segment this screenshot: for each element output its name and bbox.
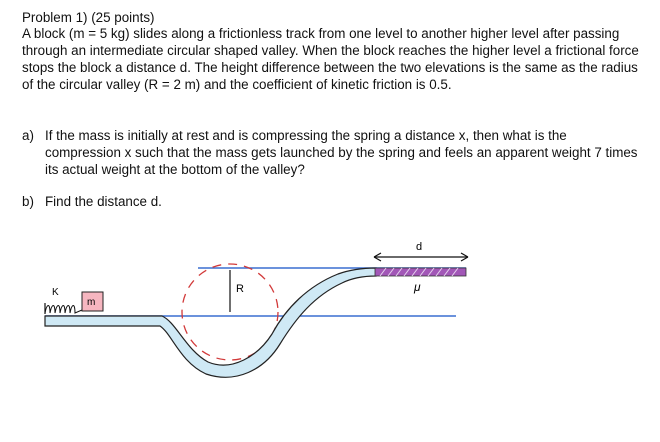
friction-label: μ: [414, 280, 421, 294]
distance-label: d: [416, 241, 423, 253]
question-a-letter: a): [22, 128, 34, 143]
problem-heading: Problem 1) (25 points): [22, 10, 155, 25]
question-b-text: Find the distance d.: [45, 194, 162, 209]
spring: [45, 306, 82, 314]
question-b: [22, 193, 642, 210]
mass-label: m: [87, 297, 96, 308]
track: [45, 268, 376, 377]
track-figure: [0, 225, 660, 442]
spring-label: K: [52, 287, 59, 298]
radius-label: R: [236, 283, 244, 295]
question-b-letter: b): [22, 194, 34, 209]
question-a: [22, 127, 642, 178]
question-a-text: If the mass is initially at rest and is compressing the spring a distance x, then what is the compression x such that the mass gets launched by the spring and feels an apparent weight 7 times its actual weight at the bottom of the valley?: [45, 128, 638, 177]
problem-statement: A block (m = 5 kg) slides along a frictionless track from one level to another higher level after passing through an intermediate circular shaped valley. When the block reaches the higher level a frictional force stops the block a distance d. The height difference between the two elevations is the same as the radius of the circular valley (R = 2 m) and the coefficient of kinetic friction is 0.5.: [22, 26, 639, 92]
